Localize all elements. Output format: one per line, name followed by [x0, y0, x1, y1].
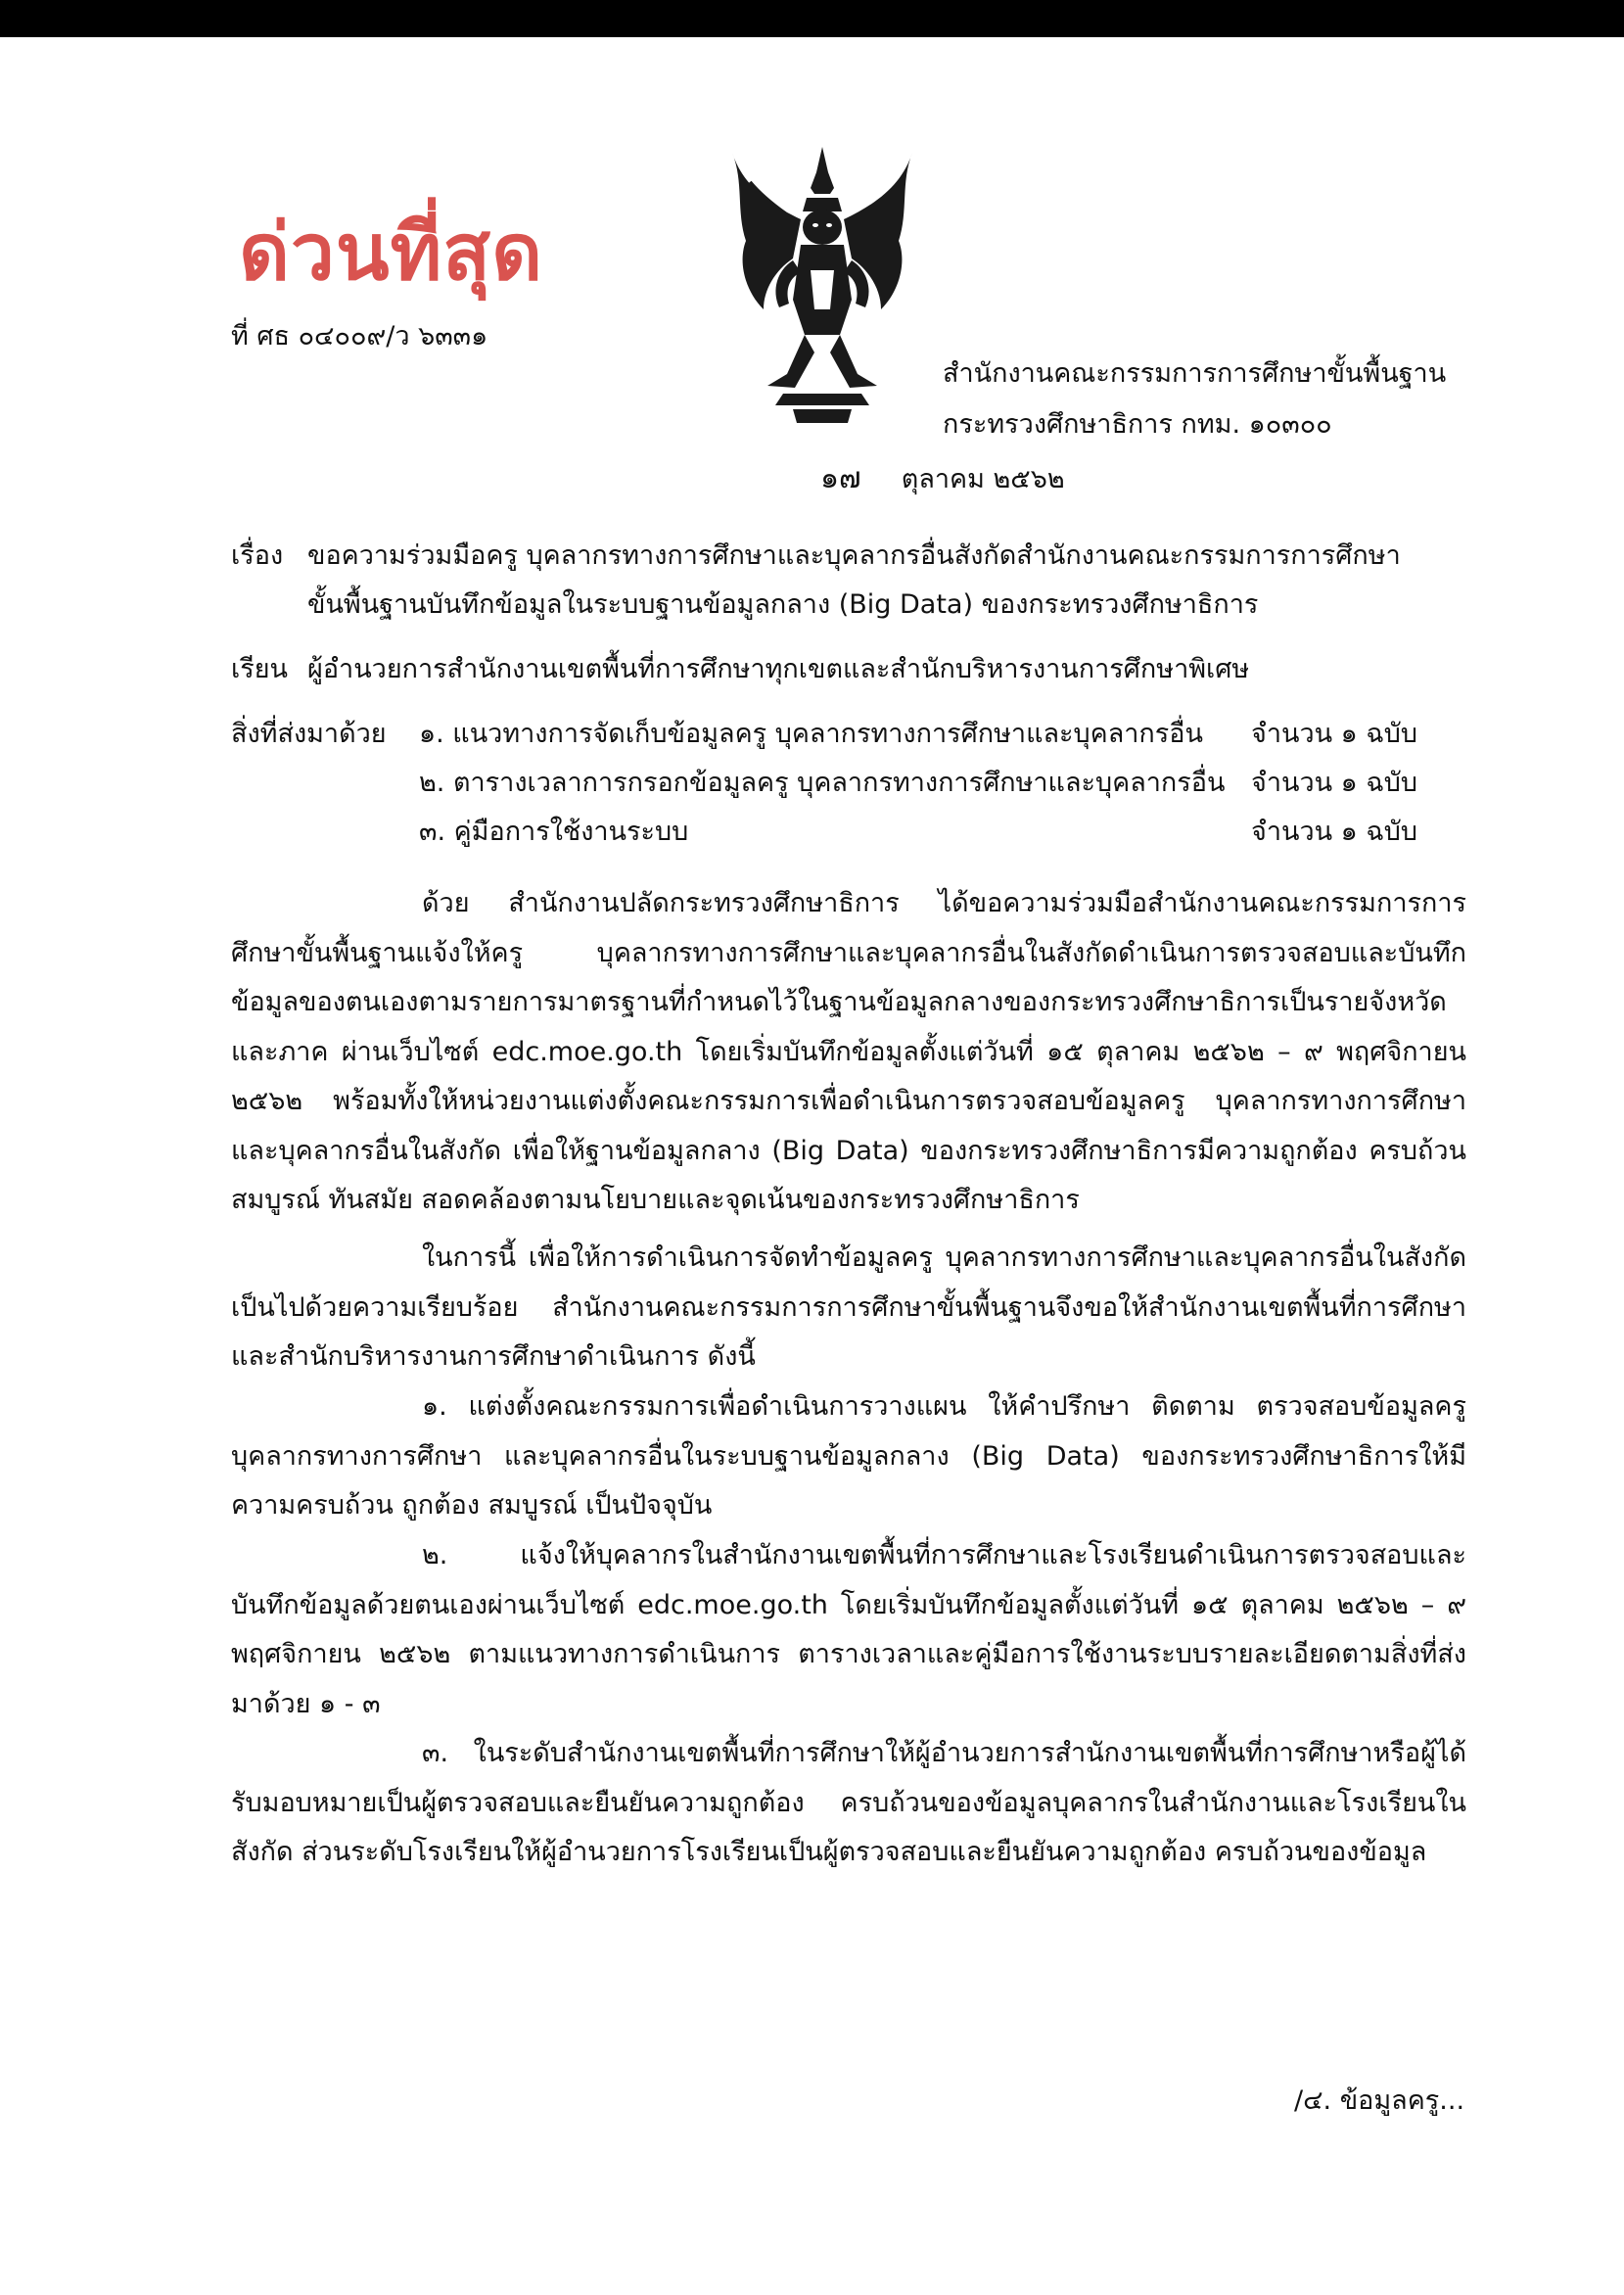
attachment-item: ๑. แนวทางการจัดเก็บข้อมูลครู บุคลากรทางการศึกษาและบุคลากรอื่น: [419, 719, 1203, 749]
body-item-1: [231, 1382, 1466, 1531]
attachments-label: สิ่งที่ส่งมาด้วย: [231, 719, 387, 749]
item-text: ๒. แจ้งให้บุคลากรในสำนักงานเขตพื้นที่การศึกษาและโรงเรียนดำเนินการตรวจสอบและบันทึกข้อมูลด้วยตนเองผ่านเว็บไซต์ edc.moe.go.th โดยเริ่มบันทึกข้อมูลตั้งแต่วันที่ ๑๕ ตุลาคม ๒๕๖๒ – ๙ พฤศจิกายน ๒๕๖๒ ตามแนวทางการดำเนินการ ตารางเวลาและคู่มือการใช้งานระบบรายละเอียดตามสิ่งที่ส่งมาด้วย ๑ - ๓: [231, 1540, 1466, 1719]
paragraph-text: ในการนี้ เพื่อให้การดำเนินการจัดทำข้อมูลครู บุคลากรทางการศึกษาและบุคลากรอื่นในสังกัดเป็นไปด้วยความเรียบร้อย สำนักงานคณะกรรมการการศึกษาขั้นพื้นฐานจึงขอให้สำนักงานเขตพื้นที่การศึกษาและสำนักบริหารงานการศึกษาดำเนินการ ดังนี้: [231, 1242, 1466, 1372]
document-date: [820, 461, 1065, 495]
attachment-quantity: จำนวน ๑ ฉบับ: [1251, 817, 1418, 847]
reference-number: ที่ ศธ ๐๔๐๐๙/ว ๖๓๓๑: [231, 321, 488, 351]
body-paragraph-1: [231, 879, 1466, 1226]
item-text: ๑. แต่งตั้งคณะกรรมการเพื่อดำเนินการวางแผน ให้คำปรึกษา ติดตาม ตรวจสอบข้อมูลครู บุคลากรทางการศึกษา และบุคลากรอื่นในระบบฐานข้อมูลกลาง (Big Data) ของกระทรวงศึกษาธิการให้มีความครบถ้วน ถูกต้อง สมบูรณ์ เป็นปัจจุบัน: [231, 1391, 1466, 1521]
date-month-year: ตุลาคม ๒๕๖๒: [901, 464, 1065, 494]
date-day: ๑๗: [820, 461, 861, 495]
garuda-emblem-icon: [724, 143, 920, 427]
subject-line-1: ขอความร่วมมือครู บุคลากรทางการศึกษาและบุคลากรอื่นสังกัดสำนักงานคณะกรรมการการศึกษา: [307, 540, 1401, 571]
body-item-3: [231, 1729, 1466, 1878]
paragraph-text: ด้วย สำนักงานปลัดกระทรวงศึกษาธิการ ได้ขอความร่วมมือสำนักงานคณะกรรมการการศึกษาขั้นพื้นฐานแจ้งให้ครู บุคลากรทางการศึกษาและบุคลากรอื่นในสังกัดดำเนินการตรวจสอบและบันทึกข้อมูลของตนเองตามรายการมาตรฐานที่กำหนดไว้ในฐานข้อมูลกลางของกระทรวงศึกษาธิการเป็นรายจังหวัดและภาค ผ่านเว็บไซต์ edc.moe.go.th โดยเริ่มบันทึกข้อมูลตั้งแต่วันที่ ๑๕ ตุลาคม ๒๕๖๒ – ๙ พฤศจิกายน ๒๕๖๒ พร้อมทั้งให้หน่วยงานแต่งตั้งคณะกรรมการเพื่อดำเนินการตรวจสอบข้อมูลครู บุคลากรทางการศึกษา และบุคลากรอื่นในสังกัด เพื่อให้ฐานข้อมูลกลาง (Big Data) ของกระทรวงศึกษาธิการมีความถูกต้อง ครบถ้วน สมบูรณ์ ทันสมัย สอดคล้องตามนโยบายและจุดเน้นของกระทรวงศึกษาธิการ: [231, 888, 1466, 1215]
agency-address: กระทรวงศึกษาธิการ กทม. ๑๐๓๐๐: [943, 409, 1332, 440]
recipient-text: ผู้อำนวยการสำนักงานเขตพื้นที่การศึกษาทุกเขตและสำนักบริหารงานการศึกษาพิเศษ: [307, 654, 1250, 684]
attachment-item: ๒. ตารางเวลาการกรอกข้อมูลครู บุคลากรทางการศึกษาและบุคลากรอื่น: [419, 768, 1226, 798]
body-item-2: [231, 1531, 1466, 1729]
attachment-quantity: จำนวน ๑ ฉบับ: [1251, 768, 1418, 798]
agency-name: สำนักงานคณะกรรมการการศึกษาขั้นพื้นฐาน: [943, 358, 1447, 389]
urgency-stamp: ด่วนที่สุด: [239, 207, 544, 298]
recipient-label: เรียน: [231, 654, 289, 684]
scan-top-border: [0, 0, 1624, 37]
attachment-quantity: จำนวน ๑ ฉบับ: [1251, 719, 1418, 749]
subject-label: เรื่อง: [231, 540, 284, 571]
continuation-note: /๔. ข้อมูลครู...: [1294, 2085, 1465, 2116]
attachment-item: ๓. คู่มือการใช้งานระบบ: [419, 817, 689, 847]
item-text: ๓. ในระดับสำนักงานเขตพื้นที่การศึกษาให้ผู้อำนวยการสำนักงานเขตพื้นที่การศึกษาหรือผู้ได้รับมอบหมายเป็นผู้ตรวจสอบและยืนยันความถูกต้อง ครบถ้วนของข้อมูลบุคลากรในสำนักงานและโรงเรียนในสังกัด ส่วนระดับโรงเรียนให้ผู้อำนวยการโรงเรียนเป็นผู้ตรวจสอบและยืนยันความถูกต้อง ครบถ้วนของข้อมูล: [231, 1738, 1466, 1867]
document-page: [0, 37, 1624, 2295]
subject-line-2: ขั้นพื้นฐานบันทึกข้อมูลในระบบฐานข้อมูลกลาง (Big Data) ของกระทรวงศึกษาธิการ: [307, 589, 1259, 620]
body-paragraph-2: [231, 1234, 1466, 1382]
